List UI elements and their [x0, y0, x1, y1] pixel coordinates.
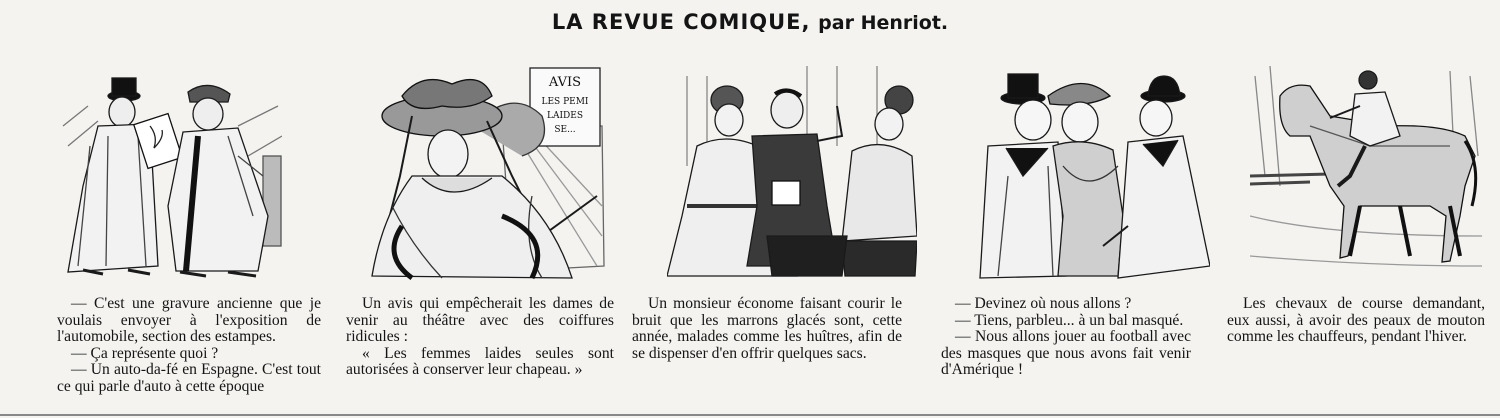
caption-panel-3 [632, 296, 902, 362]
title-byline: par Henriot. [818, 12, 949, 34]
sign-line-2: LES PEMI [541, 97, 589, 107]
cartoon-panel-3-image [667, 66, 917, 284]
cartoon-panel-3 [667, 66, 917, 284]
caption-panel-1 [57, 296, 321, 396]
cartoon-panel-2 [352, 66, 614, 284]
caption-1-line-3: — Un auto-da-fé en Espagne. C'est tout ce qui parle d'auto à cette époque [57, 361, 321, 395]
cartoon-panel-1 [58, 66, 282, 284]
cartoon-panel-2-image [352, 66, 614, 284]
caption-5-line-1: Les chevaux de course demandant, eux aussi, à avoir des peaux de mouton comme les chauffeurs, pendant l'hiver. [1227, 295, 1485, 346]
cartoon-panel-1-image [58, 66, 282, 284]
caption-panel-2 [346, 296, 614, 379]
sign-line-4: SE... [554, 125, 576, 135]
caption-3-line-1: Un monsieur économe faisant courir le bruit que les marrons glacés sont, cette année, malades comme les huîtres, afin de se dispenser d'en offrir quelques sacs. [632, 295, 902, 362]
bottom-rule [0, 414, 1500, 416]
caption-4-line-3: — Nous allons jouer au football avec des masques que nous avons fait venir d'Amérique ! [941, 328, 1191, 379]
cartoon-panel-4-image [978, 66, 1210, 284]
caption-4-line-2: — Tiens, parbleu... à un bal masqué. [955, 311, 1184, 329]
cartoon-panel-5-image [1250, 66, 1482, 284]
sign-line-1: AVIS [548, 75, 582, 90]
caption-2-line-2: « Les femmes laides seules sont autorisées à conserver leur chapeau. » [346, 344, 614, 379]
caption-2-line-1: Un avis qui empêcherait les dames de venir au théâtre avec des coiffures ridicules : [346, 295, 614, 346]
cartoon-panel-4 [978, 66, 1210, 284]
caption-4-line-1: — Devinez où nous allons ? [955, 295, 1132, 312]
caption-panel-5 [1227, 296, 1485, 346]
page-title [0, 10, 1500, 34]
sign-line-3: LAIDES [547, 111, 583, 121]
caption-1-line-1: — C'est une gravure ancienne que je voulais envoyer à l'exposition de l'automobile, section des estampes. [57, 295, 321, 346]
title-main: LA REVUE COMIQUE, [551, 10, 811, 34]
caption-1-line-2: — Ça représente quoi ? [71, 344, 219, 362]
cartoon-panel-5 [1250, 66, 1482, 284]
caption-panel-4 [941, 296, 1191, 379]
